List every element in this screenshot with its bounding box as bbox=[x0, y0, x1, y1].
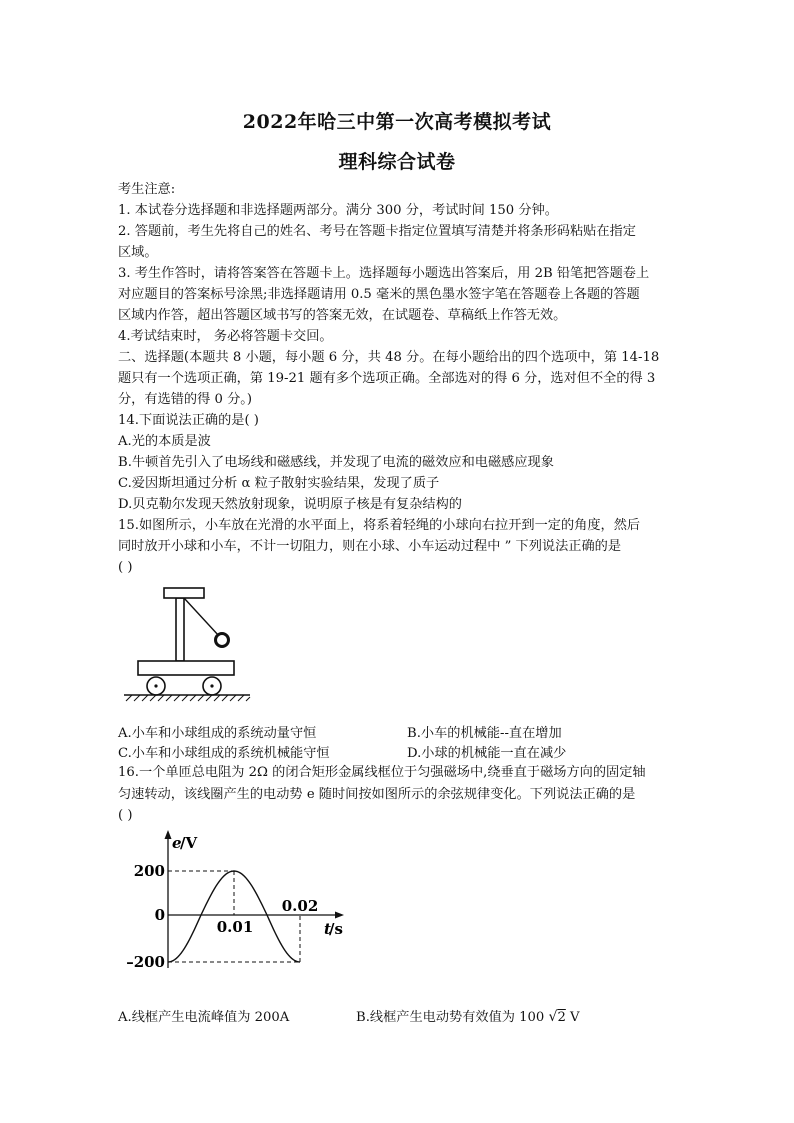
tick-label-neg200: –200 bbox=[126, 953, 165, 971]
q16-option-b bbox=[356, 1006, 580, 1025]
q15-stem-line: 15.如图所示，小车放在光滑的水平面上，将系着轻绳的小球向右拉开到一定的角度，然后 bbox=[118, 518, 641, 533]
q14-stem: 14.下面说法正确的是( ) bbox=[118, 413, 259, 428]
q15-option-c: C.小车和小球组成的系统机械能守恒 bbox=[118, 746, 330, 761]
tick-label-001: 0.01 bbox=[216, 918, 254, 936]
x-axis-arrow bbox=[335, 912, 344, 919]
exam-title: 2022年哈三中第一次高考模拟考试 bbox=[242, 111, 552, 133]
emf-curve bbox=[168, 871, 300, 962]
q14-option-d: D.贝克勒尔发现天然放射现象，说明原子核是有复杂结构的 bbox=[118, 497, 462, 512]
notice-line: 3. 考生作答时，请将答案答在答题卡上。选择题每小题选出答案后，用 2B 铅笔把答题卷上 bbox=[118, 266, 650, 281]
section-intro-line: 二、选择题(本题共 8 小题，每小题 6 分，共 48 分。在每小题给出的四个选项中，第 14-18 bbox=[118, 350, 660, 365]
section-intro-line: 题只有一个选项正确，第 19-21 题有多个选项正确。全部选对的得 6 分，选对但不全的得 3 bbox=[118, 371, 656, 386]
q16-option-b-text: B.线框产生电动势有效值为 100 bbox=[356, 1010, 545, 1025]
notice-line: 区域内作答，超出答题区域书写的答案无效，在试题卷、草稿纸上作答无效。 bbox=[118, 308, 567, 323]
cart-pendulum-figure bbox=[118, 580, 258, 705]
q16-stem-line: 16.一个单匝总电阻为 2Ω 的闭合矩形金属线框位于匀强磁场中,绕垂直于磁场方向的固定轴 bbox=[118, 765, 646, 780]
q16-option-b-unit: V bbox=[570, 1010, 580, 1025]
pendulum-ball bbox=[216, 634, 229, 647]
sqrt-radicand: 2 bbox=[557, 1010, 566, 1025]
pendulum-string bbox=[184, 598, 219, 636]
y-axis-label-e: e bbox=[172, 834, 182, 852]
emf-time-graph bbox=[118, 828, 358, 978]
notice-line: 4.考试结束时， 务必将答题卡交回。 bbox=[118, 329, 333, 344]
notice-line: 2. 答题前，考生先将自己的姓名、考号在答题卡指定位置填写清楚并将条形码粘贴在指定 bbox=[118, 224, 636, 239]
q14-option-a: A.光的本质是波 bbox=[118, 434, 211, 449]
q15-stem-line: 同时放开小球和小车，不计一切阻力，则在小球、小车运动过程中 ” 下列说法正确的是 bbox=[118, 539, 622, 554]
q15-option-d: D.小球的机械能一直在减少 bbox=[407, 746, 567, 761]
q15-stem-line: ( ) bbox=[118, 560, 133, 575]
notice-heading: 考生注意: bbox=[118, 182, 176, 197]
y-axis-arrow bbox=[165, 830, 172, 839]
y-axis-label-unit: /V bbox=[180, 834, 198, 852]
q15-option-a: A.小车和小球组成的系统动量守恒 bbox=[118, 726, 317, 741]
q16-stem-line: ( ) bbox=[118, 808, 133, 823]
tick-label-002: 0.02 bbox=[281, 897, 319, 915]
pendulum-post bbox=[176, 598, 184, 661]
q16-stem-line: 匀速转动，该线圈产生的电动势 e 随时间按如图所示的余弦规律变化。下列说法正确的是 bbox=[118, 787, 636, 802]
pendulum-top-bar bbox=[164, 588, 204, 598]
x-axis-label-unit: /s bbox=[329, 920, 343, 938]
notice-line: 1. 本试卷分选择题和非选择题两部分。满分 300 分，考试时间 150 分钟。 bbox=[118, 203, 558, 218]
q15-option-b: B.小车的机械能--直在增加 bbox=[407, 726, 562, 741]
cart-body bbox=[138, 661, 234, 675]
tick-label-200: 200 bbox=[133, 862, 165, 880]
tick-label-0: 0 bbox=[154, 906, 165, 924]
ground-hatch bbox=[126, 695, 250, 701]
sqrt-sign: √ bbox=[548, 1009, 558, 1025]
x-axis-label-t: t bbox=[324, 920, 331, 938]
q14-option-b: B.牛顿首先引入了电场线和磁感线，并发现了电流的磁效应和电磁感应现象 bbox=[118, 455, 554, 470]
q14-option-c: C.爱因斯坦通过分析 α 粒子散射实验结果，发现了质子 bbox=[118, 476, 440, 491]
notice-line: 对应题目的答案标号涂黑;非选择题请用 0.5 毫米的黑色墨水签字笔在答题卷上各题的答题 bbox=[118, 287, 640, 302]
notice-line: 区域。 bbox=[118, 245, 158, 260]
exam-subtitle: 理科综合试卷 bbox=[338, 151, 456, 173]
section-intro-line: 分，有选错的得 0 分。) bbox=[118, 392, 253, 407]
q16-option-a: A.线框产生电流峰值为 200A bbox=[118, 1010, 290, 1025]
